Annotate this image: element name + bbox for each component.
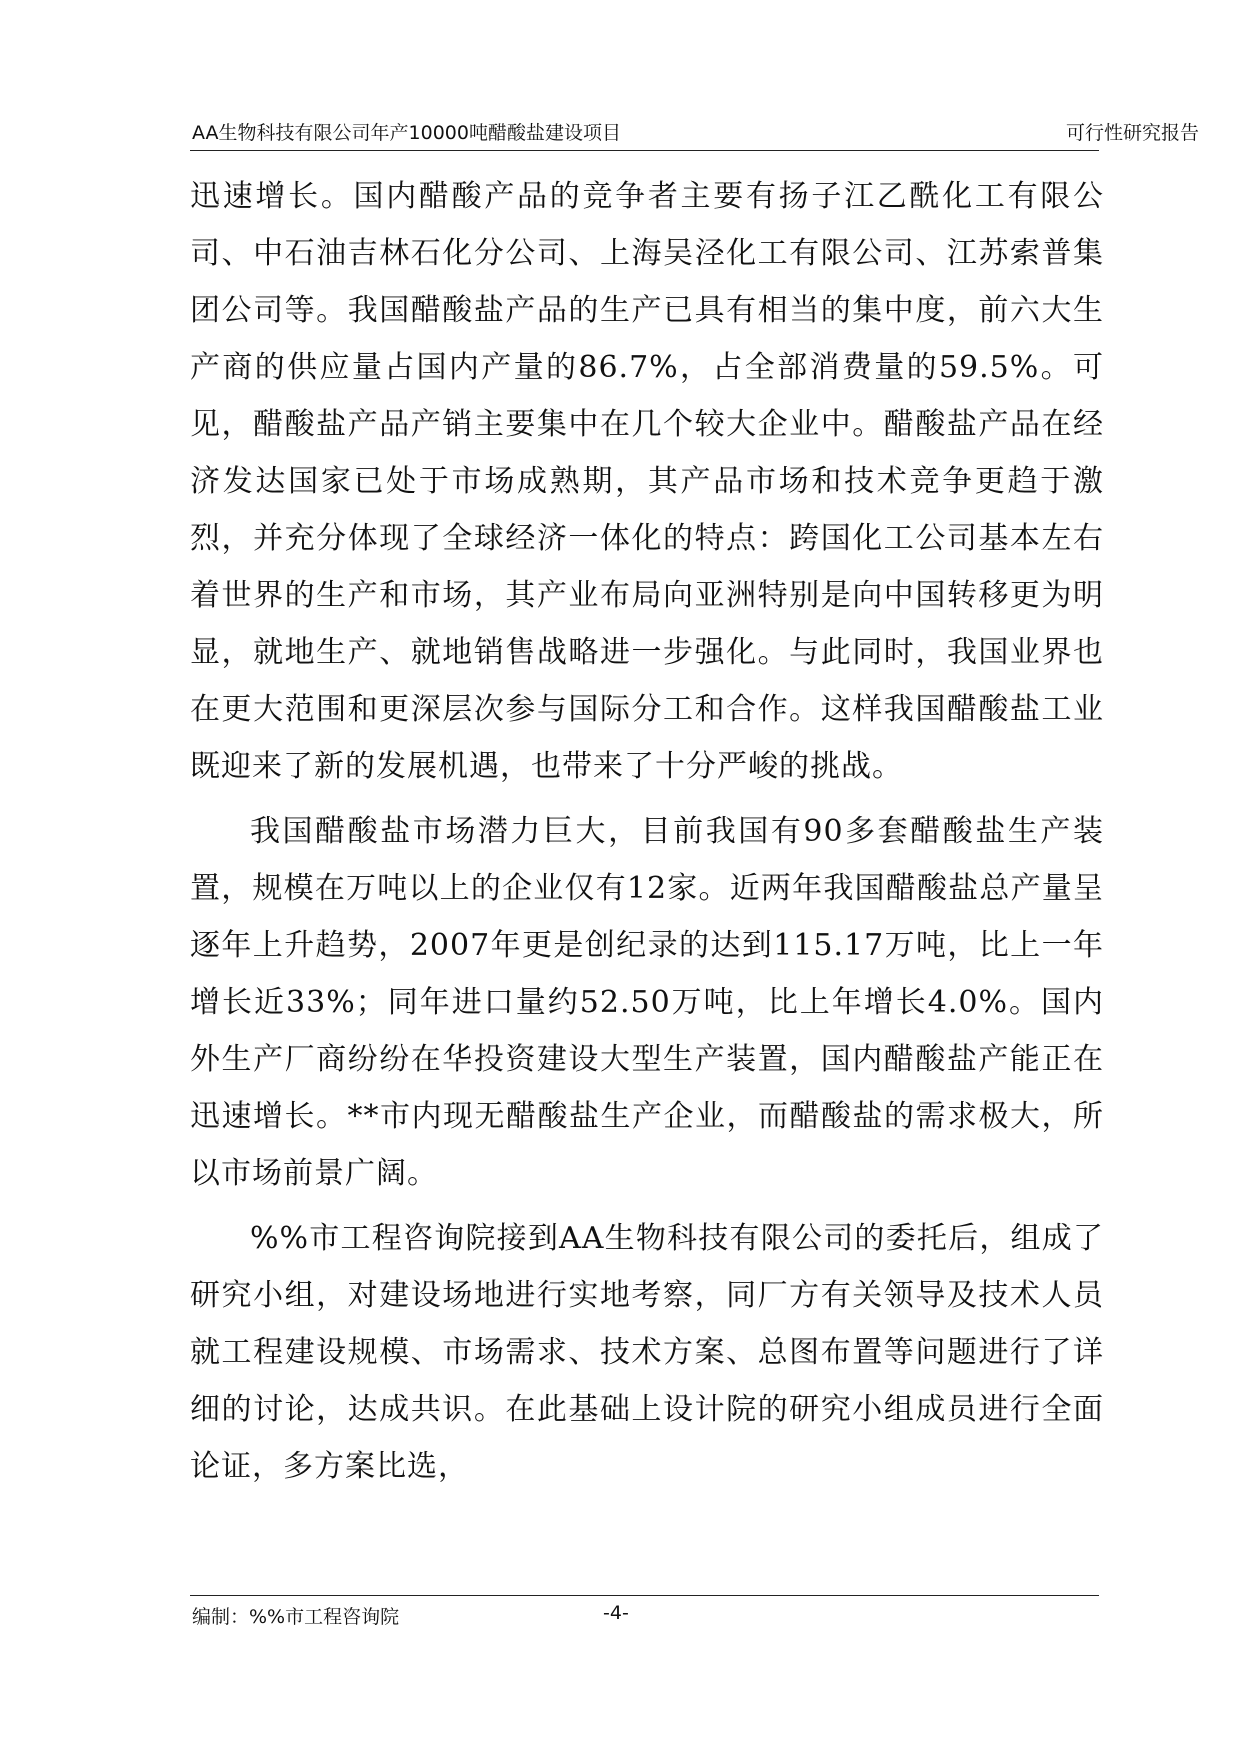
page-footer bbox=[190, 1595, 1099, 1626]
body-paragraph: 迅速增长。国内醋酸产品的竞争者主要有扬子江乙酰化工有限公司、中石油吉林石化分公司、上海吴泾化工有限公司、江苏索普集团公司等。我国醋酸盐产品的生产已具有相当的集中度，前六大生产商的供应量占国内产量的86.7%，占全部消费量的59.5%。可见，醋酸盐产品产销主要集中在几个较大企业中。醋酸盐产品在经济发达国家已处于市场成熟期，其产品市场和技术竞争更趋于激烈，并充分体现了全球经济一体化的特点：跨国化工公司基本左右着世界的生产和市场，其产业布局向亚洲特别是向中国转移更为明显，就地生产、就地销售战略进一步强化。与此同时，我国业界也在更大范围和更深层次参与国际分工和合作。这样我国醋酸盐工业既迎来了新的发展机遇，也带来了十分严峻的挑战。 bbox=[190, 179, 1104, 784]
page-number: -4- bbox=[603, 1602, 629, 1624]
body-paragraph: 我国醋酸盐市场潜力巨大，目前我国有90多套醋酸盐生产装置，规模在万吨以上的企业仅有12家。近两年我国醋酸盐总产量呈逐年上升趋势，2007年更是创纪录的达到115.17万吨，比上一年增长近33%；同年进口量约52.50万吨，比上年增长4.0%。国内外生产厂商纷纷在华投资建设大型生产装置，国内醋酸盐产能正在迅速增长。**市内现无醋酸盐生产企业，而醋酸盐的需求极大，所以市场前景广阔。 bbox=[190, 814, 1104, 1191]
header-report-type: 可行性研究报告 bbox=[1066, 122, 1200, 144]
body-content bbox=[190, 168, 1104, 1495]
body-paragraph: %%市工程咨询院接到AA生物科技有限公司的委托后，组成了研究小组，对建设场地进行实地考察，同厂方有关领导及技术人员就工程建设规模、市场需求、技术方案、总图布置等问题进行了详细的讨论，达成共识。在此基础上设计院的研究小组成员进行全面论证，多方案比选， bbox=[190, 1221, 1104, 1484]
page-header bbox=[190, 112, 1200, 151]
header-project-title: AA生物科技有限公司年产10000吨醋酸盐建设项目 bbox=[192, 122, 621, 144]
footer-compiler: 编制：%%市工程咨询院 bbox=[192, 1606, 400, 1628]
